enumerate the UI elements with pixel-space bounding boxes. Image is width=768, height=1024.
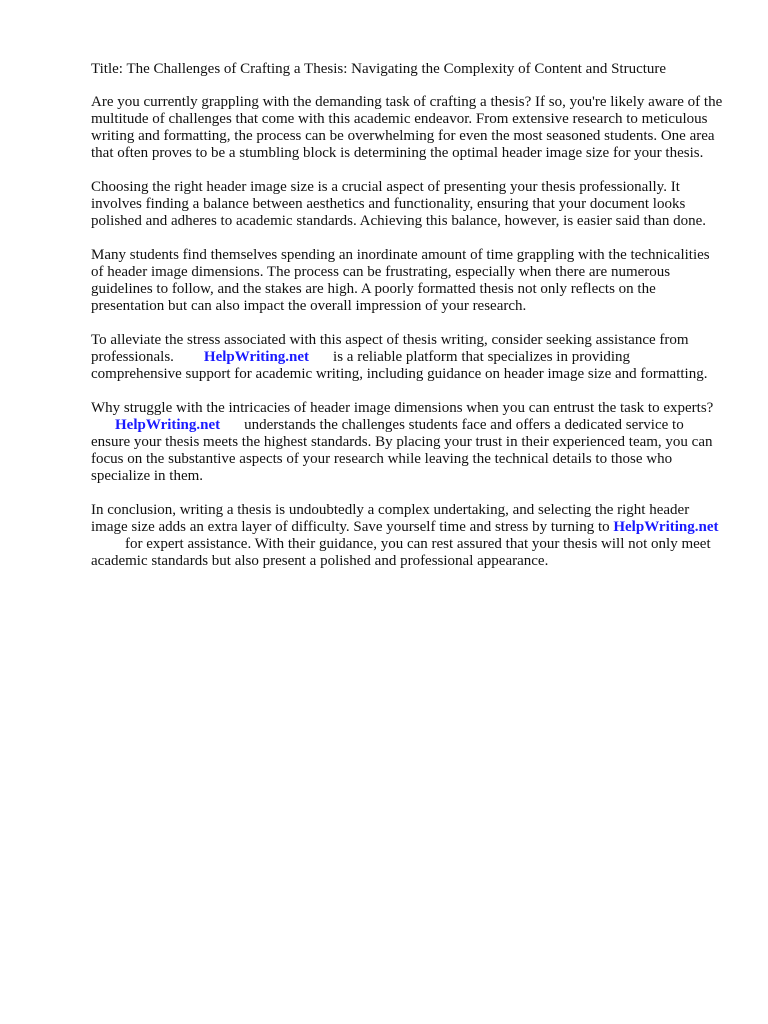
paragraph-text: To alleviate the stress associated with this aspect of thesis writing, consider seeking assistance from professionals. [91, 332, 689, 365]
paragraph-seek-assistance [91, 332, 723, 383]
paragraph-header-size: Choosing the right header image size is a crucial aspect of presenting your thesis professionally. It involves finding a balance between aesthetics and functionality, ensuring that your document looks polished and adheres to academic standards. Achieving this balance, however, is easier said than done. [91, 179, 707, 229]
paragraph-text: understands the challenges students face and offers a dedicated service to ensure your thesis meets the highest standards. By placing your trust in their experienced team, you can focus on the substantive aspects of your research while leaving the technical details to those who specialize in them. [91, 417, 713, 484]
paragraph-students-struggle: Many students find themselves spending an inordinate amount of time grappling with the technicalities of header image dimensions. The process can be frustrating, especially when there are numerous guidelines to follow, and the stakes are high. A poorly formatted thesis not only reflects on the presentation but can also impact the overall impression of your research. [91, 247, 710, 314]
paragraph-text: for expert assistance. With their guidance, you can rest assured that your thesis will not only meet academic standards but also present a polished and professional appearance. [91, 536, 711, 569]
paragraph-text: In conclusion, writing a thesis is undoubtedly a complex undertaking, and selecting the right header image size adds an extra layer of difficulty. Save yourself time and stress by turning to [91, 502, 690, 535]
paragraph-conclusion [91, 502, 723, 570]
document-title: Title: The Challenges of Crafting a Thesis: Navigating the Complexity of Content and Structure [91, 61, 667, 77]
paragraph-text: is a reliable platform that specializes in providing comprehensive support for academic writing, including guidance on header image size and formatting. [91, 349, 708, 382]
paragraph-intro: Are you currently grappling with the demanding task of crafting a thesis? If so, you're likely aware of the multitude of challenges that come with this academic endeavor. From extensive research to meticulous writing and formatting, the process can be overwhelming for even the most seasoned students. One area that often proves to be a stumbling block is determining the optimal header image size for your thesis. [91, 94, 723, 161]
helpwriting-link[interactable]: HelpWriting.net [115, 417, 221, 433]
helpwriting-link[interactable]: HelpWriting.net [613, 519, 719, 535]
helpwriting-link[interactable]: HelpWriting.net [203, 349, 310, 365]
paragraph-text: Why struggle with the intricacies of header image dimensions when you can entrust the task to experts? [91, 400, 714, 416]
paragraph-entrust-experts [91, 400, 723, 485]
document-page [91, 61, 723, 587]
